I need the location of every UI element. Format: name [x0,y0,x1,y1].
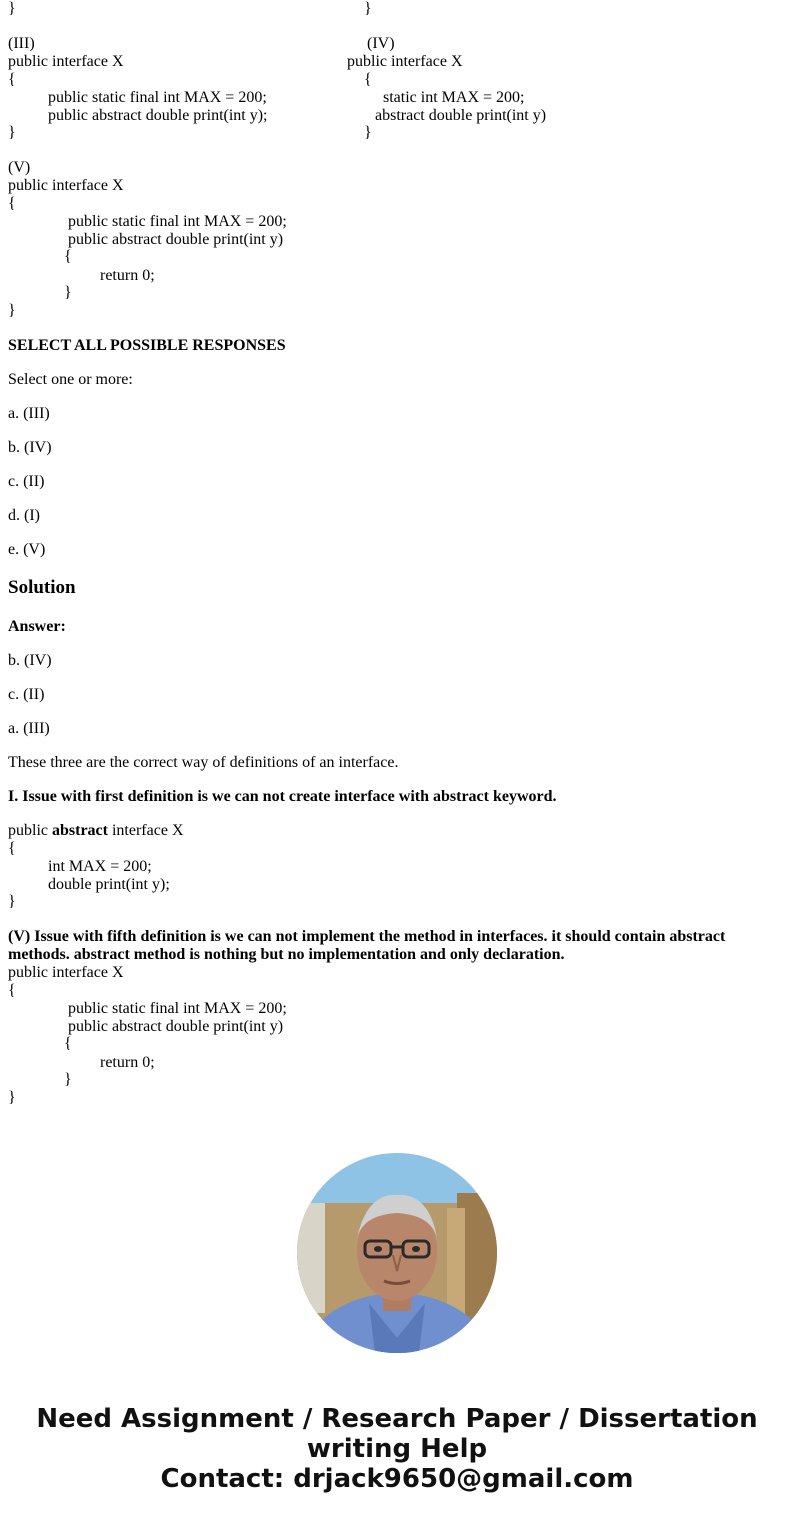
choice-c[interactable]: c. (II) [8,473,45,490]
option-label: (III) [8,35,35,52]
code-line: { [364,71,372,88]
answer-item: c. (II) [8,686,45,703]
explanation-text: These three are the correct way of definitions of an interface. [8,754,399,771]
code-line: return 0; [100,1054,155,1071]
author-avatar [297,1153,497,1353]
code-line: { [8,195,16,212]
question-prompt: Select one or more: [8,371,133,388]
solution-heading: Solution [8,577,76,598]
choice-b[interactable]: b. (IV) [8,439,52,456]
code-line: { [8,71,16,88]
code-line: public static final int MAX = 200; [68,213,287,230]
code-line: } [364,124,372,141]
code-line: return 0; [100,267,155,284]
code-line: public static final int MAX = 200; [68,1000,287,1017]
code-line: public abstract double print(int y); [48,107,268,124]
code-line: public interface X [8,53,124,70]
promo-headline: Need Assignment / Research Paper / Dissertation [36,1404,758,1434]
promo-headline: writing Help [306,1434,488,1464]
code-line: } [8,124,16,141]
code-brace-close: } [364,0,372,17]
code-line: public interface X [8,177,124,194]
promo-contact: Contact: drjack9650@gmail.com [160,1464,634,1494]
choice-a[interactable]: a. (III) [8,405,50,422]
code-line: public abstract double print(int y) [68,231,284,248]
answer-item: b. (IV) [8,652,52,669]
question-instruction: SELECT ALL POSSIBLE RESPONSES [8,337,286,354]
code-line: public abstract double print(int y) [68,1018,284,1035]
code-line: { [64,1035,72,1052]
code-line: static int MAX = 200; [383,89,525,106]
code-brace-close: } [8,0,16,17]
choice-e[interactable]: e. (V) [8,541,46,558]
code-keyword-abstract: abstract [52,822,108,839]
answer-item: a. (III) [8,720,50,737]
code-line: } [8,893,16,910]
avatar-illustration [297,1153,497,1353]
code-line: } [64,1071,72,1088]
code-line: { [8,840,16,857]
code-line: public static final int MAX = 200; [48,89,267,106]
code-text: interface X [107,822,184,839]
issue-first-heading: I. Issue with first definition is we can not create interface with abstract keyword. [8,788,557,805]
code-line: public interface X [347,53,463,70]
option-label: (IV) [367,35,395,52]
code-line: } [8,302,16,319]
answer-label: Answer: [8,618,66,635]
choice-d[interactable]: d. (I) [8,507,40,524]
code-line: int MAX = 200; [48,858,152,875]
code-line: } [64,284,72,301]
code-line [8,822,184,840]
code-line: { [64,248,72,265]
issue-fifth-heading: (V) Issue with fifth definition is we can not implement the method in interfaces. it should contain abstract methods. abstract method is nothing but no implementation and only declaration. [8,928,726,963]
code-text: public [8,822,52,839]
code-line: } [8,1089,16,1106]
option-label: (V) [8,159,31,176]
code-line: double print(int y); [48,876,170,893]
code-line: public interface X [8,964,124,981]
code-line: { [8,982,16,999]
code-line: abstract double print(int y) [375,107,547,124]
